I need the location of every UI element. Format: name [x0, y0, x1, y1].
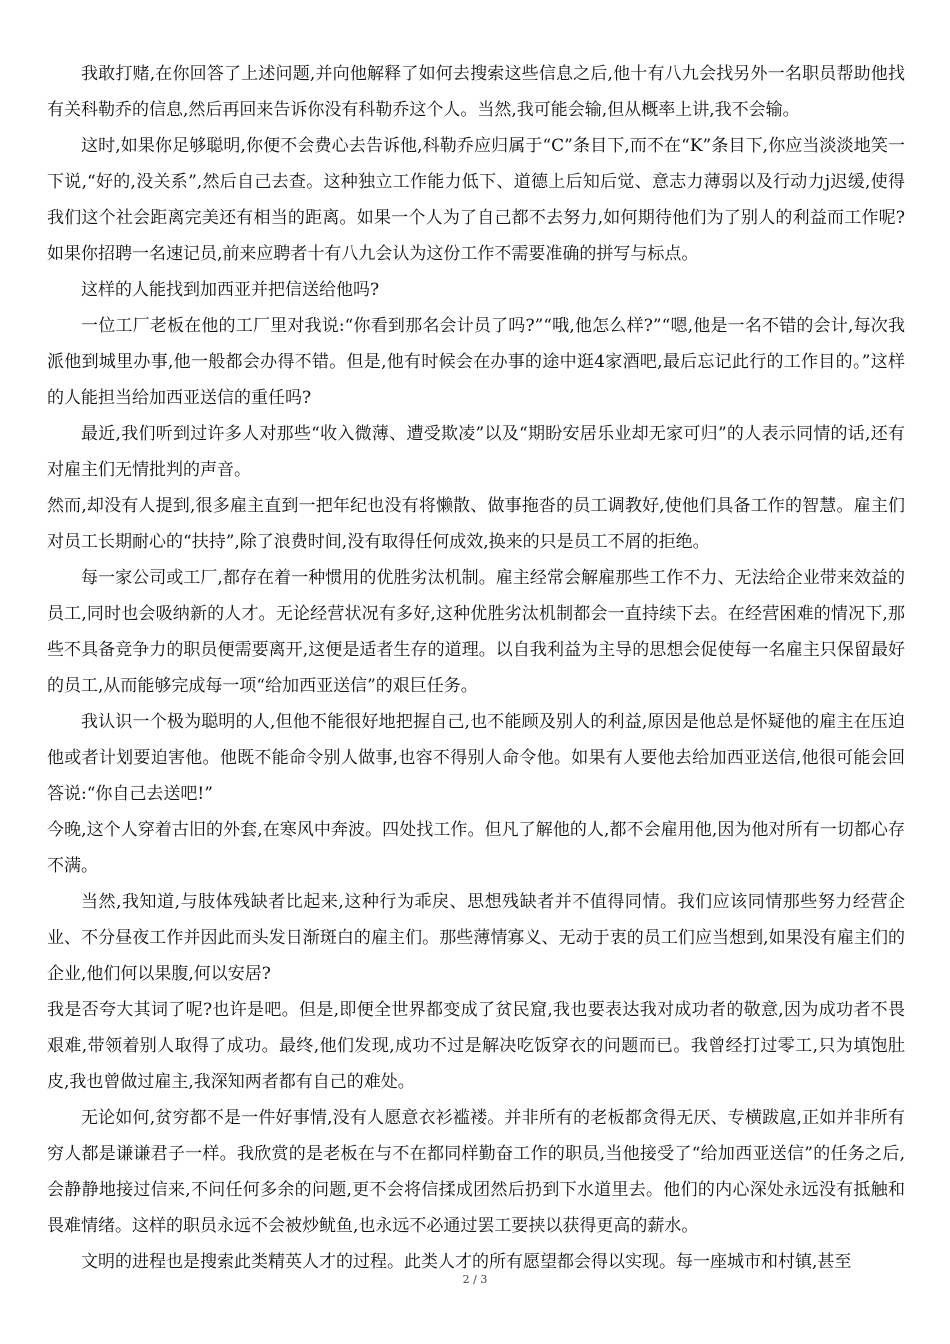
paragraph-6: 然而,却没有人提到,很多雇主直到一把年纪也没有将懒散、做事拖沓的员工调教好,使他们具备工作的智慧。雇主们对员工长期耐心的“扶持”,除了浪费时间,没有取得任何成效,换来的只是员工不屑的拒绝。 — [47, 496, 905, 552]
body-text — [47, 56, 905, 1280]
paragraph-7: 每一家公司或工厂,都存在着一种惯用的优胜劣汰机制。雇主经常会解雇那些工作不力、无法给企业带来效益的员工,同时也会吸纳新的人才。无论经营状况有多好,这种优胜劣汰机制都会一直持续下去。在经营困难的情况下,那些不具备竞争力的职员便需要离开,这便是适者生存的道理。以自我利益为主导的思想会促使每一名雇主只保留最好的员工,从而能够完成每一项“给加西亚送信”的艰巨任务。 — [47, 568, 905, 696]
paragraph-3: 这样的人能找到加西亚并把信送给他吗? — [81, 280, 380, 300]
paragraph-2: 这时,如果你足够聪明,你便不会费心去告诉他,科勒乔应归属于“C”条目下,而不在“K”条目下,你应当淡淡地笑一下说,“好的,没关系”,然后自己去查。这种独立工作能力低下、道德上后知后觉、意志力薄弱以及行动力j迟缓,使得我们这个社会距离完美还有相当的距离。如果一个人为了自己都不去努力,如何期待他们为了别人的利益而工作呢?如果你招聘一名速记员,前来应聘者十有八九会认为这份工作不需要准确的拼写与标点。 — [47, 136, 905, 264]
paragraph-10: 当然,我知道,与肢体残缺者比起来,这种行为乖戾、思想残缺者并不值得同情。我们应该同情那些努力经营企业、不分昼夜工作并因此而头发日渐斑白的雇主们。那些薄情寡义、无动于衷的员工们应当想到,如果没有雇主们的企业,他们何以果腹,何以安居? — [47, 892, 905, 984]
page-number: 2 / 3 — [462, 1273, 488, 1286]
paragraph-12: 无论如何,贫穷都不是一件好事情,没有人愿意衣衫褴褛。并非所有的老板都贪得无厌、专横跋扈,正如并非所有穷人都是谦谦君子一样。我欣赏的是老板在与不在都同样勤奋工作的职员,当他接受了“给加西亚送信”的任务之后,会静静地接过信来,不问任何多余的问题,更不会将信揉成团然后扔到下水道里去。他们的内心深处永远没有抵触和畏难情绪。这样的职员永远不会被炒鱿鱼,也永远不必通过罢工要挟以获得更高的薪水。 — [47, 1108, 905, 1236]
paragraph-4: 一位工厂老板在他的工厂里对我说:“你看到那名会计员了吗?”“哦,他怎么样?”“嗯,他是一名不错的会计,每次我派他到城里办事,他一般都会办得不错。但是,他有时候会在办事的途中逛4家酒吧,最后忘记此行的工作目的。”这样的人能担当给加西亚送信的重任吗? — [47, 316, 905, 408]
paragraph-8: 我认识一个极为聪明的人,但他不能很好地把握自己,也不能顾及别人的利益,原因是他总是怀疑他的雇主在压迫他或者计划要迫害他。他既不能命令别人做事,也容不得别人命令他。如果有人要他去给加西亚送信,他很可能会回答说:“你自己去送吧!” — [47, 712, 905, 804]
paragraph-11: 我是否夸大其词了呢?也许是吧。但是,即便全世界都变成了贫民窟,我也要表达我对成功者的敬意,因为成功者不畏艰难,带领着别人取得了成功。最终,他们发现,成功不过是解决吃饭穿衣的问题而已。我曾经打过零工,只为填饱肚皮,我也曾做过雇主,我深知两者都有自己的难处。 — [47, 1000, 905, 1092]
paragraph-9: 今晚,这个人穿着古旧的外套,在寒风中奔波。四处找工作。但凡了解他的人,都不会雇用他,因为他对所有一切都心存不满。 — [47, 820, 905, 876]
paragraph-5: 最近,我们听到过许多人对那些“收入微薄、遭受欺凌”以及“期盼安居乐业却无家可归”的人表示同情的话,还有对雇主们无情批判的声音。 — [47, 424, 905, 480]
paragraph-13: 文明的进程也是搜索此类精英人才的过程。此类人才的所有愿望都会得以实现。每一座城市和村镇,甚至 — [81, 1252, 852, 1272]
paragraph-1: 我敢打赌,在你回答了上述问题,并向他解释了如何去搜索这些信息之后,他十有八九会找另外一名职员帮助他找有关科勒乔的信息,然后再回来告诉你没有科勒乔这个人。当然,我可能会输,但从概率上讲,我不会输。 — [47, 64, 905, 120]
